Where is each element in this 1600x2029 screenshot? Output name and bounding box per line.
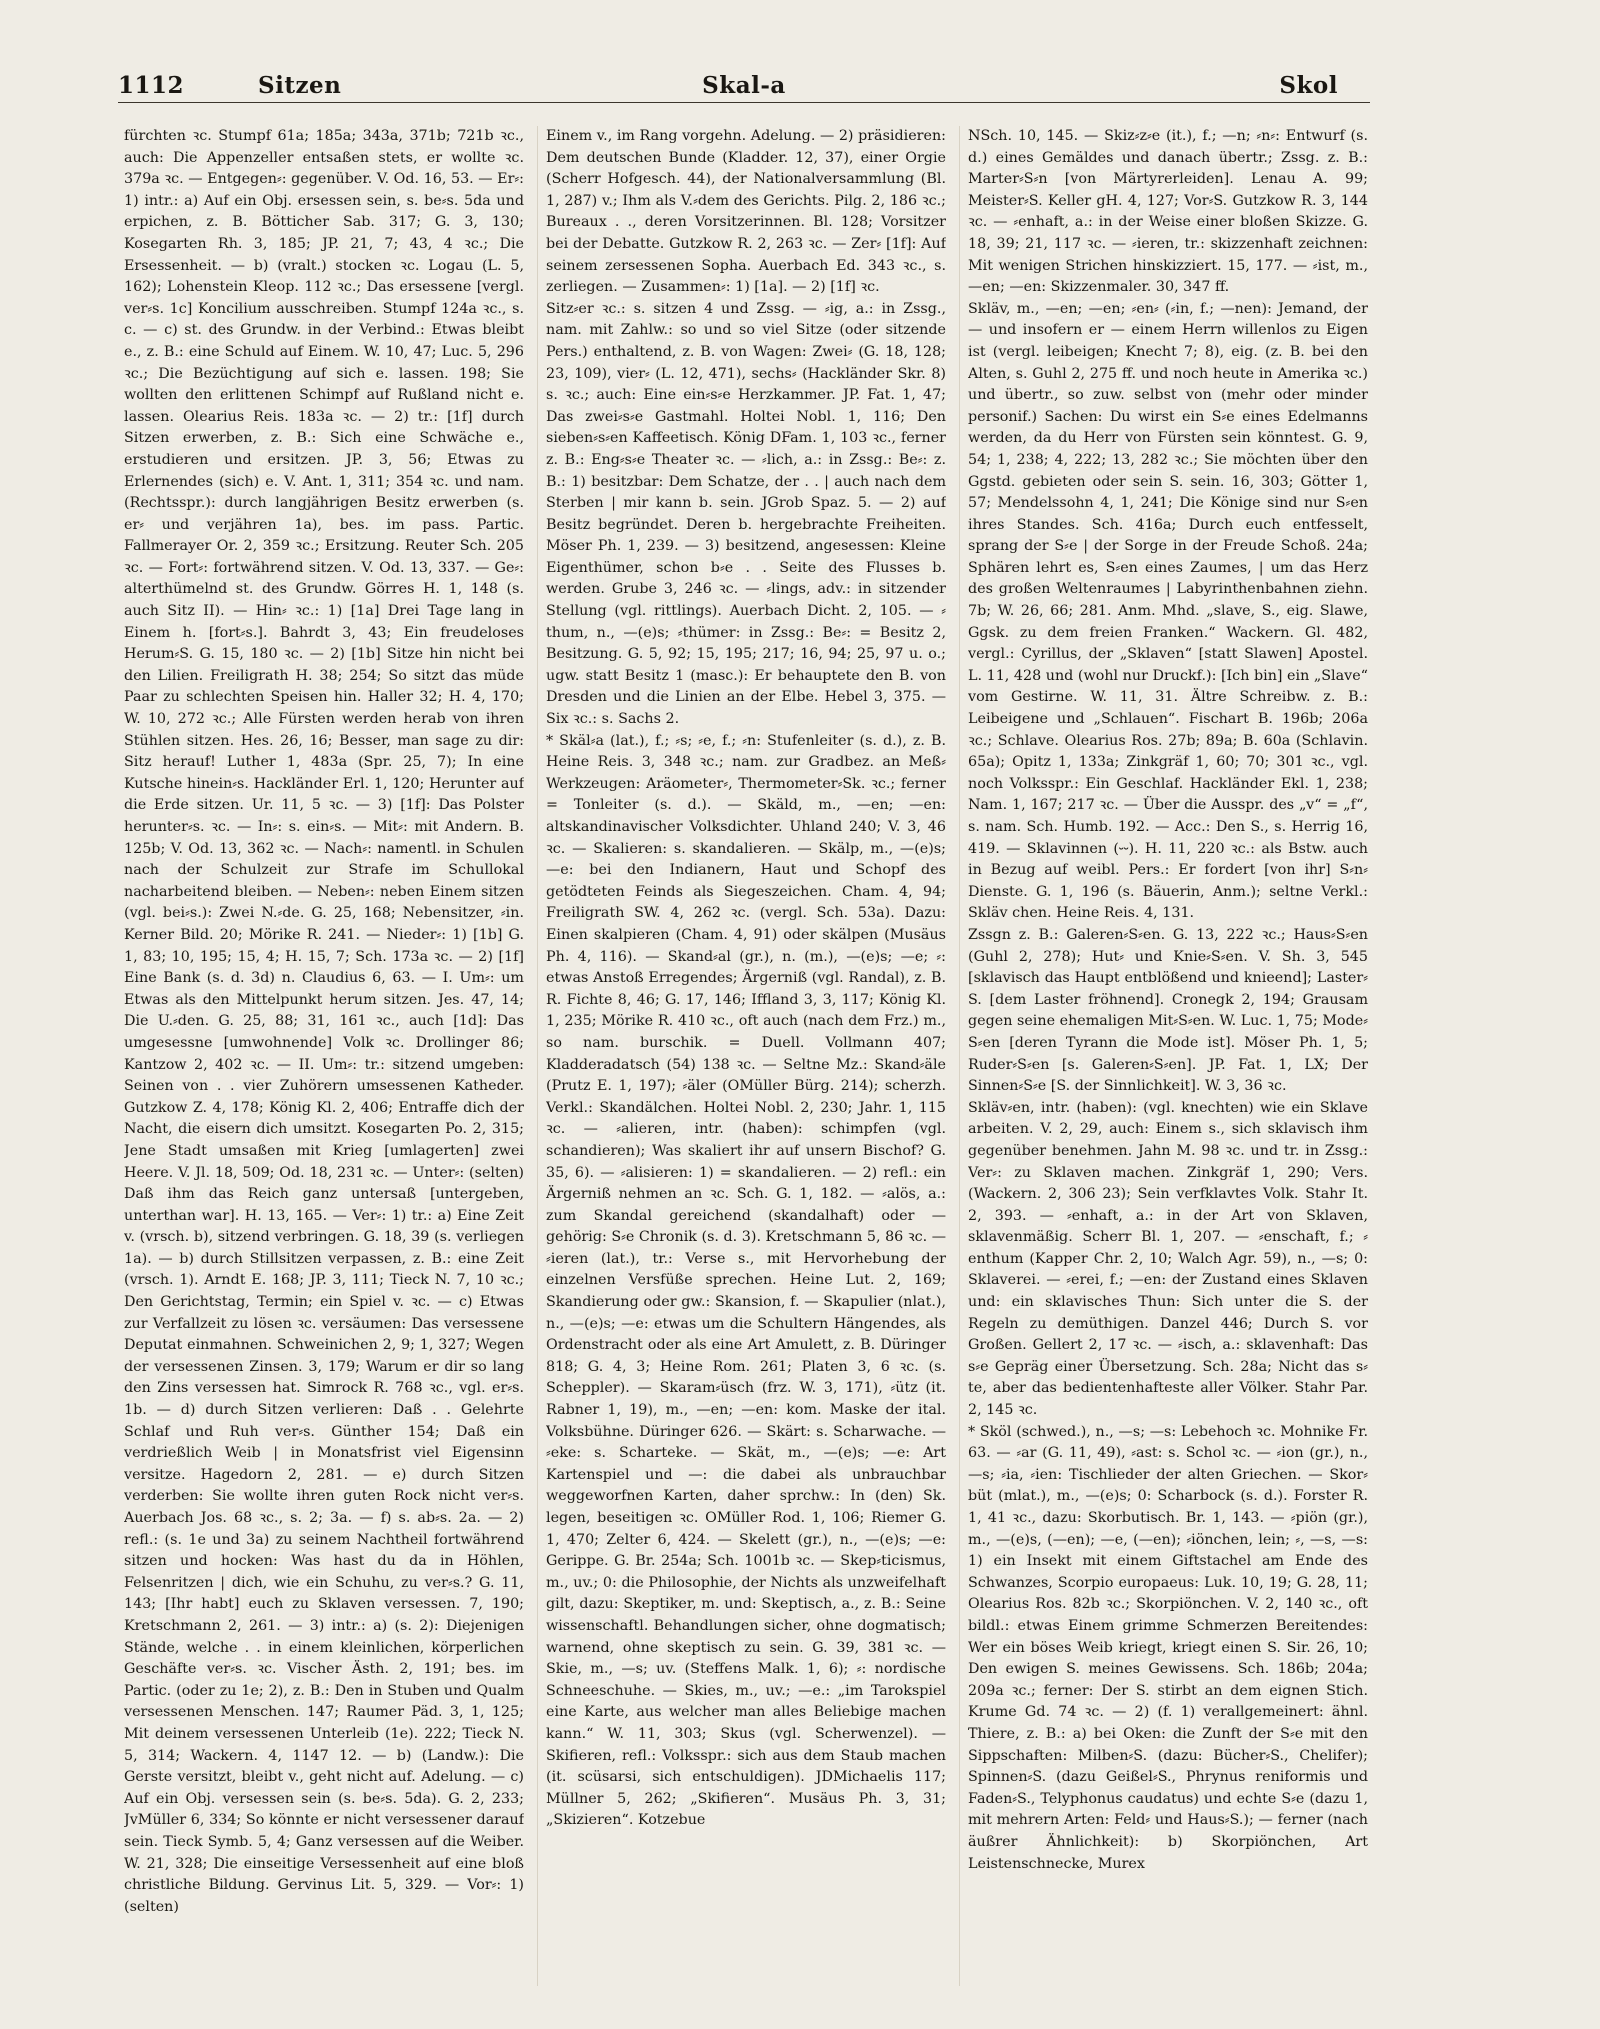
entry-paragraph: fürchten ꝛc. Stumpf 61a; 185a; 343a, 371b; 721b ꝛc., auch: Die Appenzeller entsaßen stets, er wollte ꝛc. 379a ꝛc. — Entgegen⸗: gegenüber. V. Od. 16, 53. — Er⸗: 1) intr.: a) Auf ein Obj. ersessen sein, s. be⸗s. 5da und erpichen, z. B. Bötticher Sab. 317; G. 3, 130; Kosegarten Rh. 3, 185; JP. 21, 7; 43, 4 ꝛc.; Die Ersessenheit. — b) (vralt.) stocken ꝛc. Logau (L. 5, 162); Lohenstein Kleop. 112 ꝛc.; Das ersessene [vergl. ver⸗s. 1c] Koncilium ausschreiben. Stumpf 124a ꝛc., s. c. — c) st. des Grundw. in der Verbind.: Etwas bleibt e., z. B.: eine Schuld auf Einem. W. 10, 47; Luc. 5, 296 ꝛc.; Die Bezüchtigung auf sich e. lassen. 198; Sie wollten den erlittenen Schimpf auf Rußland nicht e. lassen. Olearius Reis. 183a ꝛc. — 2) tr.: [1f] durch Sitzen erwerben, z. B.: Sich eine Schwäche e., erstudieren und ersitzen. JP. 3, 56; Etwas zu Erlernendes (sich) e. V. Ant. 1, 311; 354 ꝛc. und nam. (Rechtsspr.): durch langjährigen Besitz erwerben (s. er⸗ und verjähren 1a), bes. im pass. Partic. Fallmerayer Or. 2, 359 ꝛc.; Ersitzung. Reuter Sch. 205 ꝛc. — Fort⸗: fortwährend sitzen. V. Od. 13, 337. — Ge⸗: alterthümelnd st. des Grundw. Görres H. 1, 148 (s. auch Sitz II). — Hin⸗ ꝛc.: 1) [1a] Drei Tage lang in Einem h. [fort⸗s.]. Bahrdt 3, 43; Ein freudeloses Herum⸗S. G. 15, 180 ꝛc. — 2) [1b] Sitze hin nicht bei den Lilien. Freiligrath H. 38; 254; So sitzt das müde Paar zu schlechten Speisen hin. Haller 32; H. 4, 170; W. 10, 272 ꝛc.; Alle Fürsten werden herab von ihren Stühlen sitzen. Hes. 26, 16; Besser, man sage zu dir: Sitz herauf! Luther 1, 483a (Spr. 25, 7); In eine Kutsche hinein⸗s. Hackländer Erl. 1, 120; Herunter auf die Erde sitzen. Ur. 11, 5 ꝛc. — 3) [1f]: Das Polster herunter⸗s. ꝛc. — In⸗: s. ein⸗s. — Mit⸗: mit Andern. B. 125b; V. Od. 13, 362 ꝛc. — Nach⸗: namentl. in Schulen nach der Schulzeit zur Strafe im Schullokal nacharbeitend bleiben. — Neben⸗: neben Einem sitzen (vgl. bei⸗s.): Zwei N.⸗de. G. 25, 168; Nebensitzer, ⸗in. Kerner Bild. 20; Mörike R. 241. — Nieder⸗: 1) [1b] G. 1, 83; 10, 195; 15, 4; H. 15, 7; Sch. 173a ꝛc. — 2) [1f] Eine Bank (s. d. 3d) n. Claudius 6, 63. — I. Um⸗: um Etwas als den Mittelpunkt herum sitzen. Jes. 47, 14; Die U.⸗den. G. 25, 88; 31, 161 ꝛc., auch [1d]: Das umgesessne [umwohnende] Volk ꝛc. Drollinger 86; Kantzow 2, 402 ꝛc. — II. Um⸗: tr.: sitzend umgeben: Seinen von . . vier Zuhörern umsessenen Katheder. Gutzkow Z. 4, 178; König Kl. 2, 406; Entraffe dich der Nacht, die eisern dich umsitzt. Kosegarten Po. 2, 315; Jene Stadt umsaßen mit Krieg [umlagerten] zwei Heere. V. Jl. 18, 509; Od. 18, 231 ꝛc. — Unter⸗: (selten) Daß ihm das Reich ganz untersaß [untergeben, unterthan war]. H. 13, 165. — Ver⸗: 1) tr.: a) Eine Zeit v. (vrsch. b), sitzend verbringen. G. 18, 39 (s. verliegen 1a). — b) durch Stillsitzen verpassen, z. B.: eine Zeit (vrsch. 1). Arndt E. 168; JP. 3, 111; Tieck N. 7, 10 ꝛc.; Den Gerichtstag, Termin; ein Spiel v. ꝛc. — c) Etwas zur Verfallzeit zu lösen ꝛc. versäumen: Das versessene Deputat einmahnen. Schweinichen 2, 9; 1, 327; Wegen der versessenen Zinsen. 3, 179; Warum er dir so lang den Zins versessen hat. Simrock R. 768 ꝛc., vgl. er⸗s. 1b. — d) durch Sitzen verlieren: Daß . . Gelehrte Schlaf und Ruh ver⸗s. Günther 154; Daß ein verdrießlich Weib | in Monatsfrist viel Eigensinn versitze. Hagedorn 2, 281. — e) durch Sitzen verderben: Sie wollte ihren guten Rock nicht ver⸗s. Auerbach Jos. 68 ꝛc., s. 2; 3a. — f) s. ab⸗s. 2a. — 2) refl.: (s. 1e und 3a) zu seinem Nachtheil fortwährend sitzen und hocken: Was hast du da in Höhlen, Felsenritzen | dich, wie ein Schuhu, zu ver⸗s.? G. 11, 143; [Ihr habt] euch zu Sklaven versessen. 7, 190; Kretschmann 2, 261. — 3) intr.: a) (s. 2): Diejenigen Stände, welche . . in einem kleinlichen, körperlichen Geschäfte ver⸗s. ꝛc. Vischer Ästh. 2, 191; bes. im Partic. (oder zu 1e; 2), z. B.: Den in Stuben und Qualm versessenen Menschen. 147; Raumer Päd. 3, 1, 125; Mit deinem versessenen Unterleib (1e). 222; Tieck N. 5, 314; Wackern. 4, 1147 12. — b) (Landw.): Die Gerste versitzt, bleibt v., geht nicht auf. Adelung. — c) Auf ein Obj. versessen sein (s. be⸗s. 5da). G. 2, 233; JvMüller 6, 334; So könnte er nicht versessener darauf sein. Tieck Symb. 5, 4; Ganz versessen auf die Weiber. W. 21, 328; Die einseitige Versessenheit auf eine bloß christliche Bildung. Gervinus Lit. 5, 329. — Vor⸗: 1) (selten) bbox=[124, 128, 524, 1915]
entry-paragraph: * Skäl⸗a (lat.), f.; ⸗s; ⸗e, f.; ⸗n: Stufenleiter (s. d.), z. B. Heine Reis. 3, 348 ꝛc.; nam. zur Gradbez. an Meß⸗Werkzeugen: Aräometer⸗, Thermometer⸗Sk. ꝛc.; ferner = Tonleiter (s. d.). — Skäld, m., —en; —en: altskandinavischer Volksdichter. Uhland 240; V. 3, 46 ꝛc. — Skalieren: s. skandalieren. — Skälp, m., —(e)s; —e: bei den Indianern, Haut und Schopf des getödteten Feinds als Siegeszeichen. Cham. 4, 94; Freiligrath SW. 4, 262 ꝛc. (vergl. Sch. 53a). Dazu: Einen skalpieren (Cham. 4, 91) oder skälpen (Musäus Ph. 4, 116). — Skand⸗al (gr.), n. (m.), —(e)s; —e; ⸗: etwas Anstoß Erregendes; Ärgerniß (vgl. Randal), z. B. R. Fichte 8, 46; G. 17, 146; Iffland 3, 3, 117; König Kl. 1, 235; Mörike R. 410 ꝛc., oft auch (nach dem Frz.) m., so nam. burschik. = Duell. Vollmann 407; Kladderadatsch (54) 138 ꝛc. — Seltne Mz.: Skand⸗äle (Prutz E. 1, 197); ⸗äler (OMüller Bürg. 214); scherzh. Verkl.: Skandälchen. Holtei Nobl. 2, 230; Jahr. 1, 115 ꝛc. — ⸗alieren, intr. (haben): schimpfen (vgl. schandieren); Was skaliert ihr auf unsern Bischof? G. 35, 6). — ⸗alisieren: 1) = skandalieren. — 2) refl.: ein Ärgerniß nehmen an ꝛc. Sch. G. 1, 182. — ⸗alös, a.: zum Skandal gereichend (skandalhaft) oder — gehörig: S⸗e Chronik (s. d. 3). Kretschmann 5, 86 ꝛc. — ⸗ieren (lat.), tr.: Verse s., mit Hervorhebung der einzelnen Versfüße sprechen. Heine Lut. 2, 169; Skandierung oder gw.: Skansion, f. — Skapulier (nlat.), n., —(e)s; —e: etwas um die Schultern Hängendes, als Ordenstracht oder als eine Art Amulett, z. B. Düringer 818; G. 4, 3; Heine Rom. 261; Platen 3, 6 ꝛc. (s. Scheppler). — Skaram⸗üsch (frz. W. 3, 171), ⸗ütz (it. Rabner 1, 19), m., —en; —en: kom. Maske der ital. Volksbühne. Düringer 626. — Skärt: s. Scharwache. — ⸗eke: s. Scharteke. — Skät, m., —(e)s; —e: Art Kartenspiel und —: die dabei als unbrauchbar weggeworfnen Karten, daher sprchw.: In (den) Sk. legen, beseitigen ꝛc. OMüller Rod. 1, 106; Riemer G. 1, 470; Zelter 6, 424. — Skelett (gr.), n., —(e)s; —e: Gerippe. G. Br. 254a; Sch. 1001b ꝛc. — Skep⸗ticismus, m., uv.; 0: die Philosophie, der Nichts als unzweifelhaft gilt, dazu: Skeptiker, m. und: Skeptisch, a., z. B.: Seine wissenschaftl. Behandlungen sicher, ohne dogmatisch; warnend, ohne skeptisch zu sein. G. 39, 381 ꝛc. — Skie, m., —s; uv. (Steffens Malk. 1, 6); ⸗: nordische Schneeschuhe. — Skies, m., uv.; —e.: „im Tarokspiel eine Karte, aus welcher man alles Beliebige machen kann.“ W. 11, 303; Skus (vgl. Scherwenzel). — Skifieren, refl.: Volksspr.: sich aus dem Staub machen (it. scüsarsi, sich entschuldigen). JDMichaelis 117; Müllner 5, 262; „Skifieren“. Musäus Ph. 3, 31; „Skizieren“. Kotzebue bbox=[546, 732, 946, 1829]
column-2 bbox=[546, 126, 946, 1986]
running-head-center: Skal-a bbox=[702, 72, 786, 99]
entry-paragraph: Skläv⸗en, intr. (haben): (vgl. knechten) wie ein Sklave arbeiten. V. 2, 29, auch: Einem s., sich sklavisch ihm gegenüber benehmen. Jahn M. 98 ꝛc. und tr. in Zssg.: Ver⸗: zu Sklaven machen. Zinkgräf 1, 290; Vers. (Wackern. 2, 306 23); Sein verfklavtes Volk. Stahr It. 2, 393. — ⸗enhaft, a.: in der Art von Sklaven, sklavenmäßig. Scherr Bl. 1, 207. — ⸗enschaft, f.; ⸗enthum (Kapper Chr. 2, 10; Walch Agr. 59), n., —s; 0: Sklaverei. — ⸗erei, f.; —en: der Zustand eines Sklaven und: ein sklavisches Thun: Sich unter die S. der Regeln zu demüthigen. Danzel 446; Durch S. vor Großen. Gellert 2, 17 ꝛc. — ⸗isch, a.: sklavenhaft: Das s⸗e Gepräg einer Übersetzung. Sch. 28a; Nicht das s⸗te, aber das bedientenhafteste aller Völker. Stahr Par. 2, 145 ꝛc. bbox=[968, 1099, 1368, 1419]
column-1 bbox=[124, 126, 524, 1986]
entry-paragraph: Sitz⸗er ꝛc.: s. sitzen 4 und Zssg. — ⸗ig, a.: in Zssg., nam. mit Zahlw.: so und so viel Sitze (oder sitzende Pers.) enthaltend, z. B. von Wagen: Zwei⸗ (G. 18, 128; 23, 109), vier⸗ (L. 12, 471), sechs⸗ (Hackländer Skr. 8) s. ꝛc.; auch: Eine ein⸗s⸗e Herzkammer. JP. Fat. 1, 47; Das zwei⸗s⸗e Gastmahl. Holtei Nobl. 1, 116; Den sieben⸗s⸗en Kaffeetisch. König DFam. 1, 103 ꝛc., ferner z. B.: Eng⸗s⸗e Theater ꝛc. — ⸗lich, a.: in Zssg.: Be⸗: z. B.: 1) besitzbar: Dem Schatze, der . . | auch nach dem Sterben | mir kann b. sein. JGrob Spaz. 5. — 2) auf Besitz begründet. Deren b. hergebrachte Freiheiten. Möser Ph. 1, 239. — 3) besitzend, angesessen: Kleine Eigenthümer, schon b⸗e . . Seite des Flusses b. werden. Grube 3, 246 ꝛc. — ⸗lings, adv.: in sitzender Stellung (vgl. rittlings). Auerbach Dicht. 2, 105. — ⸗thum, n., —(e)s; ⸗thümer: in Zssg.: Be⸗: = Besitz 2, Besitzung. G. 5, 92; 15, 195; 217; 16, 94; 25, 97 u. o.; ugw. statt Besitz 1 (masc.): Er behauptete den B. von Dresden und die Linien an der Elbe. Hebel 3, 375. — Six ꝛc.: s. Sachs 2. bbox=[546, 300, 946, 728]
running-head-right: Skol bbox=[1279, 72, 1338, 99]
entry-paragraph: Skläv, m., —en; —en; ⸗en⸗ (⸗in, f.; —nen): Jemand, der — und insofern er — einem Herrn willenlos zu Eigen ist (vergl. leibeigen; Knecht 7; 8), eig. (z. B. bei den Alten, s. Guhl 2, 275 ff. und noch heute in Amerika ꝛc.) und übertr., so zuw. selbst von (mehr oder minder personif.) Sachen: Du wirst ein S⸗e eines Edelmanns werden, da du Herr von Fürsten sein könntest. G. 9, 54; 1, 238; 4, 222; 13, 282 ꝛc.; Sie möchten über den Ggstd. gebieten oder sein S. sein. 16, 303; Götter 1, 57; Mendelssohn 4, 1, 241; Die Könige sind nur S⸗en ihres Standes. Sch. 416a; Durch euch entfesselt, sprang der S⸗e | der Sorge in der Freude Schoß. 24a; Sphären lehrt es, S⸗en eines Zaumes, | um das Herz des großen Weltenraumes | Labyrinthenbahnen ziehn. 7b; W. 26, 66; 281. Anm. Mhd. „slave, S., eig. Slawe, Ggsk. zu dem freien Franken.“ Wackern. Gl. 482, vergl.: Cyrillus, der „Sklaven“ [statt Slawen] Apostel. L. 11, 428 und (wohl nur Druckf.): [Ich bin] ein „Slave“ vom Gestirne. W. 11, 31. Ältre Schreibw. z. B.: Leibeigene und „Schlauen“. Fischart B. 196b; 206a ꝛc.; Schlave. Olearius Ros. 27b; 89a; B. 60a (Schlavin. 65a); Opitz 1, 133a; Zinkgräf 1, 60; 70; 301 ꝛc., vgl. noch Volksspr.: Ein Geschlaf. Hackländer Ekl. 1, 238; Nam. 1, 167; 217 ꝛc. — Über die Ausspr. des „v“ = „f“, s. nam. Sch. Humb. 192. — Acc.: Den S., s. Herrig 16, 419. — Sklavinnen (⏑⏑). H. 11, 220 ꝛc.: als Bstw. auch in Bezug auf weibl. Pers.: Er fordert [von ihr] S⸗n⸗Dienste. G. 1, 196 (s. Bäuerin, Anm.); seltne Verkl.: Skläv chen. Heine Reis. 4, 131. bbox=[968, 300, 1368, 922]
page-header bbox=[118, 68, 1370, 103]
column-divider bbox=[537, 126, 538, 1986]
entry-paragraph: Einem v., im Rang vorgehn. Adelung. — 2) präsidieren: Dem deutschen Bunde (Kladder. 12, 37), einer Orgie (Scherr Hofgesch. 44), der Nationalversammlung (Bl. 1, 287) v.; Ihm als V.⸗dem des Gerichts. Pilg. 2, 186 ꝛc.; Bureaux . ., deren Vorsitzerinnen. Bl. 128; Vorsitzer bei der Debatte. Gutzkow R. 2, 263 ꝛc. — Zer⸗ [1f]: Auf seinem zersessenen Sopha. Auerbach Ed. 343 ꝛc., s. zerliegen. — Zusammen⸗: 1) [1a]. — 2) [1f] ꝛc. bbox=[546, 128, 946, 296]
page-number: 1112 bbox=[118, 72, 185, 99]
column-3 bbox=[968, 126, 1368, 1986]
running-head-left: Sitzen bbox=[258, 72, 342, 99]
entry-paragraph: NSch. 10, 145. — Skiz⸗z⸗e (it.), f.; —n; ⸗n⸗: Entwurf (s. d.) eines Gemäldes und danach übertr.; Zssg. z. B.: Marter⸗S⸗n [von Märtyrerleiden]. Lenau A. 99; Meister⸗S. Keller gH. 4, 127; Vor⸗S. Gutzkow R. 3, 144 ꝛc. — ⸗enhaft, a.: in der Weise einer bloßen Skizze. G. 18, 39; 21, 117 ꝛc. — ⸗ieren, tr.: skizzenhaft zeichnen: Mit wenigen Strichen hinskizziert. 15, 177. — ⸗ist, m., —en; —en: Skizzenmaler. 30, 347 ff. bbox=[968, 128, 1368, 296]
entry-paragraph: Zssgn z. B.: Galeren⸗S⸗en. G. 13, 222 ꝛc.; Haus⸗S⸗en (Guhl 2, 278); Hut⸗ und Knie⸗S⸗en. V. Sh. 3, 545 [sklavisch das Haupt entblößend und knieend]; Laster⸗S. [dem Laster fröhnend]. Cronegk 2, 194; Grausam gegen seine ehemaligen Mit⸗S⸗en. W. Luc. 1, 75; Mode⸗S⸗en [deren Tyrann die Mode ist]. Möser Ph. 1, 5; Ruder⸗S⸗en [s. Galeren⸗S⸗en]. JP. Fat. 1, LX; Der Sinnen⸗S⸗e [S. der Sinnlichkeit]. W. 3, 36 ꝛc. bbox=[968, 926, 1368, 1095]
entry-paragraph: * Sköl (schwed.), n., —s; —s: Lebehoch ꝛc. Mohnike Fr. 63. — ⸗ar (G. 11, 49), ⸗ast: s. Schol ꝛc. — ⸗ion (gr.), n., —s; ⸗ia, ⸗ien: Tischlieder der alten Griechen. — Skor⸗büt (mlat.), m., —(e)s; 0: Scharbock (s. d.). Forster R. 1, 41 ꝛc., dazu: Skorbutisch. Br. 1, 143. — ⸗piön (gr.), m., —(e)s, (—en); —e, (—en); ⸗iönchen, lein; ⸗, —s, —s: 1) ein Insekt mit einem Giftstachel am Ende des Schwanzes, Scorpio europaeus: Luk. 10, 19; G. 28, 11; Olearius Ros. 82b ꝛc.; Skorpiönchen. V. 2, 140 ꝛc., oft bildl.: etwas Einem grimme Schmerzen Bereitendes: Wer ein böses Weib kriegt, kriegt einen S. Sir. 26, 10; Den ewigen S. meines Gewissens. Sch. 186b; 204a; 209a ꝛc.; ferner: Der S. stirbt an dem eignen Stich. Krume Gd. 74 ꝛc. — 2) (f. 1) verallgemeinert: ähnl. Thiere, z. B.: a) bei Oken: die Zunft der S⸗e mit den Sippschaften: Milben⸗S. (dazu: Bücher⸗S., Chelifer); Spinnen⸗S. (dazu Geißel⸗S., Phrynus reniformis und Faden⸗S., Telyphonus caudatus) und echte S⸗e (dazu 1, mit mehrern Arten: Feld⸗ und Haus⸗S.); — ferner (nach äußrer Ähnlichkeit): b) Skorpiönchen, Art Leistenschnecke, Murex bbox=[968, 1423, 1368, 1872]
column-divider bbox=[959, 126, 960, 1986]
